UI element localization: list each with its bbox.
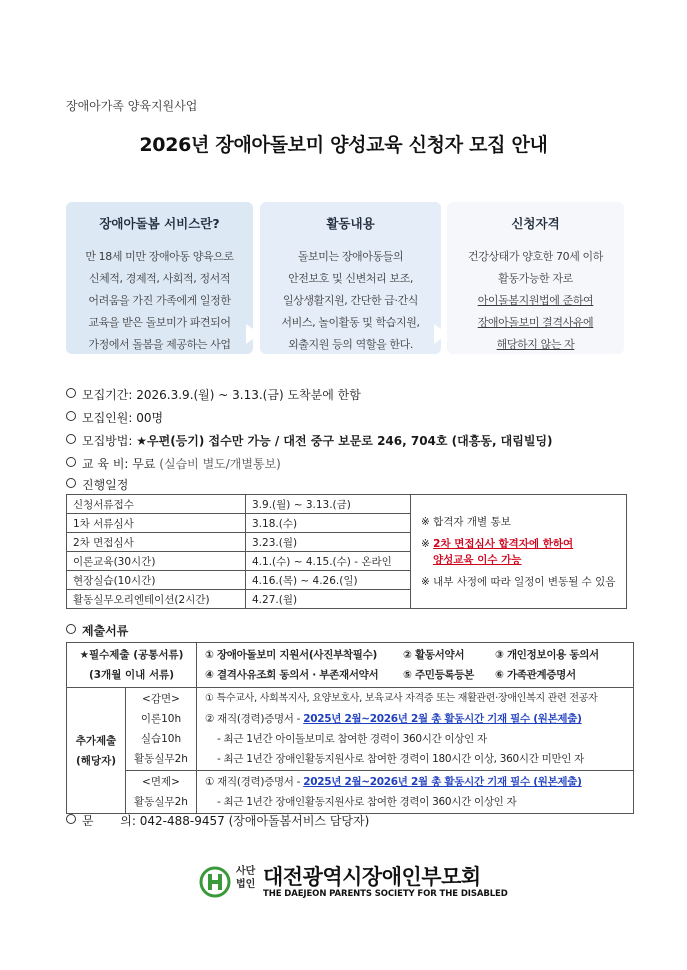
- doc-item: ② 활동서약서: [403, 649, 465, 661]
- detail-line: - 최근 1년간 장애인활동지원사로 참여한 경력이 360시간 이상인 자: [217, 796, 517, 808]
- label-line: <면제>: [142, 776, 180, 788]
- schedule-step: 활동실무오리엔테이션(2시간): [67, 590, 246, 609]
- card-line: 만 18세 미만 장애아동 양육으로: [85, 250, 234, 263]
- note-highlight: 2차 면접심사 합격자에 한하여: [433, 537, 574, 550]
- schedule-step: 1차 서류심사: [67, 514, 246, 533]
- info-value: ★우편(등기) 접수만 가능 / 대전 중구 보문로 246, 704호 (대흥동, 대림빌딩): [136, 434, 553, 448]
- note-highlight: 양성교육 이수 가능: [433, 553, 522, 566]
- label-line: 법인: [236, 879, 256, 890]
- detail-line: [197, 709, 633, 729]
- card-line: 신체적, 경제적, 사회적, 정서적: [88, 272, 231, 285]
- table-row: [67, 495, 627, 514]
- recruit-period: [66, 386, 361, 403]
- info-label: 교 육 비:: [82, 457, 129, 471]
- association-logo-icon: [199, 866, 231, 898]
- label-line: <감면>: [142, 693, 180, 705]
- card-line: 일상생활지원, 간단한 급·간식: [282, 294, 419, 307]
- schedule-date: 4.1.(수) ~ 4.15.(수) - 온라인: [246, 552, 411, 571]
- required-docs-row: [197, 665, 633, 685]
- schedule-date: 4.16.(목) ~ 4.26.(일): [246, 571, 411, 590]
- schedule-step: 신청서류접수: [67, 495, 246, 514]
- documents-table: [66, 642, 634, 814]
- tuition-fee: [66, 455, 281, 472]
- detail-highlight: 2025년 2월~2026년 2월 총 활동시간 기재 필수 (원본제출): [303, 713, 582, 725]
- contact-info: [66, 812, 369, 829]
- required-docs-label: [67, 643, 197, 688]
- schedule-date: 3.9.(월) ~ 3.13.(금): [246, 495, 411, 514]
- card-body: [451, 246, 620, 356]
- card-activities: [260, 202, 441, 354]
- card-title: 활동내용: [326, 216, 375, 231]
- reduction-label: [126, 688, 197, 771]
- program-subtitle: 장애아가족 양육지원사업: [66, 99, 198, 113]
- section-heading: 진행일정: [82, 478, 129, 492]
- schedule-note: ※ 내부 사정에 따라 일정이 변동될 수 있음: [421, 575, 616, 588]
- card-body: [264, 246, 437, 356]
- info-label: 문 의:: [82, 814, 136, 828]
- card-line: 돌보미는 장애아동들의: [297, 250, 404, 263]
- doc-item: ① 장애아돌보미 지원서(사진부착필수): [205, 649, 377, 661]
- chevron-right-icon: [434, 324, 448, 344]
- detail-line: - 최근 1년간 장애인활동지원사로 참여한 경력이 180시간 이상, 360시간 미만인 자: [217, 753, 585, 765]
- schedule-date: 3.23.(월): [246, 533, 411, 552]
- card-service-definition: [66, 202, 253, 354]
- info-label: 모집인원:: [82, 411, 133, 425]
- schedule-note-highlight: [421, 536, 626, 552]
- info-note: (실습비 별도/개별통보): [159, 457, 281, 471]
- schedule-heading: [66, 476, 128, 493]
- label-line: 활동실무2h: [134, 796, 188, 808]
- circle-bullet-icon: [66, 624, 76, 634]
- card-line: 가정에서 돌봄을 제공하는 사업: [88, 338, 231, 351]
- info-value: 042-488-9457 (장애아돌봄서비스 담당자): [139, 814, 370, 828]
- card-line: 안전보호 및 신변처리 보조,: [288, 272, 413, 285]
- recruit-method: [66, 432, 553, 449]
- label-line: 이론10h: [140, 713, 182, 725]
- card-line: 어려움을 가진 가족에게 일정한: [88, 294, 231, 307]
- card-line: 장애아돌보미 결격사유에: [477, 316, 594, 329]
- exemption-details: [197, 771, 634, 814]
- chevron-right-icon: [246, 324, 260, 344]
- schedule-step: 현장실습(10시간): [67, 571, 246, 590]
- circle-bullet-icon: [66, 434, 76, 444]
- detail-highlight: 2025년 2월~2026년 2월 총 활동시간 기재 필수 (원본제출): [303, 776, 582, 788]
- schedule-step: 이론교육(30시간): [67, 552, 246, 571]
- label-line: ★필수제출 (공통서류): [79, 649, 184, 661]
- organization-logo: [199, 860, 508, 910]
- detail-line: [197, 772, 633, 792]
- schedule-notes: [411, 495, 627, 609]
- label-line: 활동실무2h: [134, 753, 188, 765]
- table-row: [67, 643, 634, 688]
- doc-item: ⑥ 가족관계증명서: [495, 669, 576, 681]
- required-docs-row: [197, 645, 633, 665]
- table-row: [67, 688, 634, 771]
- organization-english-name: THE DAEJEON PARENTS SOCIETY FOR THE DISABLED: [263, 889, 508, 899]
- organization-name: 대전광역시장애인부모회: [263, 865, 481, 889]
- circle-bullet-icon: [66, 478, 76, 488]
- label-line: 사단: [236, 866, 256, 877]
- info-label: 모집방법:: [82, 434, 133, 448]
- info-label: 모집기간:: [82, 388, 133, 402]
- schedule-date: 4.27.(월): [246, 590, 411, 609]
- schedule-date: 3.18.(수): [246, 514, 411, 533]
- card-line: 외출지원 등의 역할을 한다.: [288, 338, 413, 351]
- card-eligibility: [447, 202, 624, 354]
- label-line: 추가제출: [75, 734, 117, 747]
- page-title: 2026년 장애아돌보미 양성교육 신청자 모집 안내: [139, 134, 548, 156]
- detail-text: ① 재직(경력)증명서 -: [205, 776, 301, 788]
- info-value: 00명: [136, 411, 164, 425]
- info-value: 2026.3.9.(월) ~ 3.13.(금) 도착분에 한함: [136, 388, 361, 402]
- circle-bullet-icon: [66, 457, 76, 467]
- card-body: [70, 246, 249, 356]
- card-line: 활동가능한 자로: [498, 272, 573, 285]
- detail-line: - 최근 1년간 아이돌보미로 참여한 경력이 360시간 이상인 자: [217, 733, 487, 745]
- detail-line: ① 특수교사, 사회복지사, 요양보호사, 보육교사 자격증 또는 재활관련·장애인복지 관련 전공자: [205, 693, 598, 704]
- required-docs-list: [197, 643, 634, 688]
- circle-bullet-icon: [66, 388, 76, 398]
- reduction-details: [197, 688, 634, 771]
- info-value: 무료: [132, 457, 156, 471]
- section-heading: 제출서류: [82, 624, 129, 638]
- circle-bullet-icon: [66, 411, 76, 421]
- card-line: 아이돌봄지원법에 준하여: [477, 294, 594, 307]
- label-line: (해당자): [75, 754, 117, 767]
- schedule-table: [66, 494, 627, 609]
- card-line: 건강상태가 양호한 70세 이하: [468, 250, 603, 263]
- card-title: 장애아돌봄 서비스란?: [99, 216, 220, 231]
- schedule-step: 2차 면접심사: [67, 533, 246, 552]
- label-line: (3개월 이내 서류): [88, 669, 175, 681]
- note-mark: ※: [421, 537, 430, 550]
- documents-heading: [66, 622, 128, 639]
- card-title: 신청자격: [511, 216, 560, 231]
- legal-entity-label: [236, 865, 255, 891]
- card-line: 해당하지 않는 자: [496, 338, 575, 351]
- extra-docs-label: [67, 688, 126, 814]
- card-line: 교육을 받은 돌보미가 파견되어: [88, 316, 231, 329]
- doc-item: ③ 개인정보이용 동의서: [495, 649, 599, 661]
- recruit-count: [66, 409, 163, 426]
- detail-text: ② 재직(경력)증명서 -: [205, 713, 301, 725]
- label-line: 실습10h: [140, 733, 182, 745]
- card-line: 서비스, 놀이활동 및 학습지원,: [281, 316, 420, 329]
- schedule-note: ※ 합격자 개별 통보: [421, 515, 511, 528]
- doc-item: ⑤ 주민등록등본: [403, 669, 475, 681]
- table-row: [67, 771, 634, 814]
- circle-bullet-icon: [66, 814, 76, 824]
- doc-item: ④ 결격사유조회 동의서 · 부존재서약서: [205, 669, 379, 681]
- exemption-label: [126, 771, 197, 814]
